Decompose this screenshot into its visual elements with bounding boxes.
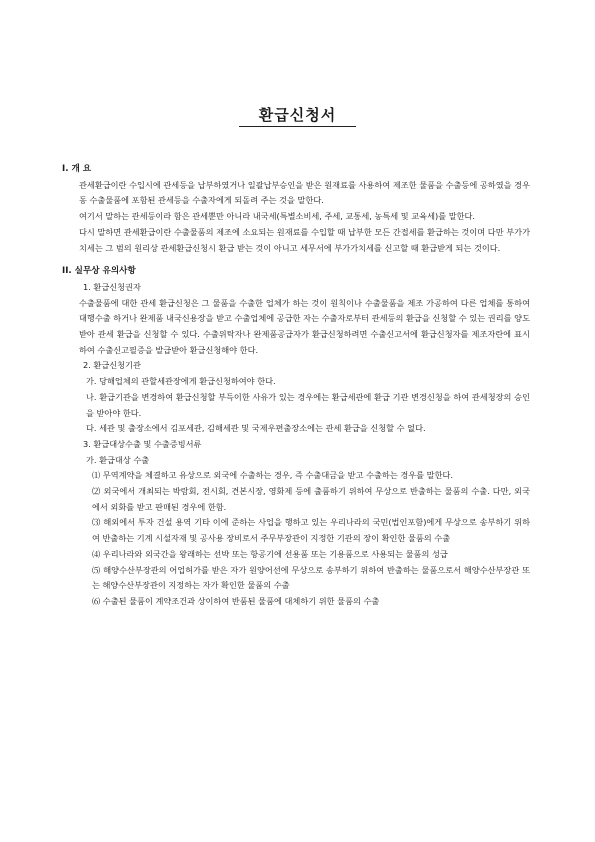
eligible-export-item: ⑴ 무역계약을 체결하고 유상으로 외국에 수출하는 경우, 즉 수출대금을 받고 수출하는 경우를 말한다.	[92, 470, 453, 481]
overview-paragraph: 관세환급이란 수입시에 관세등을 납부하였거나 일괄납부승인을 받은 원재료를 사용하여 제조한 물품을 수출등에 공하였을 경우 동 수출물품에 포함된 관세등을 수출자에게 되돌려 주는 것을 말한다.	[79, 179, 530, 206]
section-heading-overview: I. 개 요	[62, 164, 92, 174]
document-body	[62, 162, 530, 610]
office-list-item: 가. 당해업체의 관할세관장에게 환급신청하여야 한다.	[86, 376, 276, 387]
eligible-exports-subtitle: 가. 환급대상 수출	[86, 454, 150, 465]
overview-paragraph: 다시 말하면 관세환급이란 수출물품의 제조에 소요되는 원재료를 수입할 때 납부한 모든 간접세를 환급하는 것이며 다만 부가가치세는 그 범의 원리상 관세환급신청시 환급 받는 것이 아니고 세무서에 부가가치세를 신고할 때 환급받게 되는 것이다.	[79, 226, 530, 253]
office-list-item: 나. 환급기관을 변경하여 환급신청할 부득이한 사유가 있는 경우에는 환급세관에 환급 기관 변경신청을 하여 관세청장의 승인을 받아야 한다.	[86, 391, 530, 418]
office-list-item: 다. 세관 및 출장소에서 김포세관, 김해세관 및 국제우편출장소에는 관세 환급을 신청할 수 없다.	[86, 423, 426, 434]
title-underline	[239, 126, 356, 127]
document-title: 환급신청서	[258, 106, 337, 124]
eligible-export-item: ⑶ 해외에서 투자 건설 용역 기타 이에 준하는 사업을 행하고 있는 우리나라의 국민(법인포함)에게 무상으로 송부하기 위하여 반출하는 기계 시설자재 및 공사용 장비로서 주무부장관이 지정한 기관의 장이 확인한 물품의 수출	[92, 517, 530, 544]
eligible-export-item: ⑹ 수출된 물품이 계약조건과 상이하여 반품된 물품에 대체하기 위한 물품의 수출	[92, 595, 380, 606]
eligible-export-item: ⑷ 우리나라와 외국간을 왕래하는 선박 또는 항공기에 선용품 또는 기용품으로 사용되는 물품의 성급	[92, 548, 448, 559]
eligible-export-item: ⑵ 외국에서 개최되는 박람회, 전시회, 견본시장, 영화제 등에 출품하기 위하여 무상으로 반출하는 물품의 수출. 다만, 외국에서 외화를 받고 판매된 경우에 한함.	[92, 486, 530, 512]
section-heading-practical-notes: II. 실무상 유의사항	[62, 266, 136, 277]
eligible-export-item: ⑸ 해양수산부장관의 어업허가를 받은 자가 원양어선에 무상으로 송부하기 위하여 반출하는 물품으로서 해양수산부장관 또는 해양수산부장관이 지정하는 자가 확인한 물품의 수출	[92, 564, 530, 591]
overview-paragraph: 여기서 말하는 관세등이라 함은 관세뿐만 아니라 내국세(특별소비세, 주세, 교통세, 농특세 및 교육세)를 말한다.	[79, 211, 476, 222]
subsection-title-applicant: 1. 환급신청권자	[83, 281, 141, 292]
subsection-title-eligible-exports: 3. 환급대상수출 및 수출증빙서류	[83, 438, 202, 449]
applicant-paragraph: 수출물품에 대한 관세 환급신청은 그 물품을 수출한 업체가 하는 것이 원칙이나 수출물품을 제조 가공하여 다른 업체를 통하여 대행수출 하거나 완제품 내국신용장을 받고 수출업체에 공급한 자는 수출자로부터 관세등의 환급을 신청할 수 있는 권리를 양도받아 관세 환급을 신청할 수 있다. 수출위탁자나 완제품공급자가 환급신청하려면 수출신고서에 환급신청자를 제조자란에 표시하여 수출신고필증을 발급받아 환급신청해야 한다.	[79, 297, 530, 355]
subsection-title-office: 2. 환급신청기관	[83, 360, 141, 371]
